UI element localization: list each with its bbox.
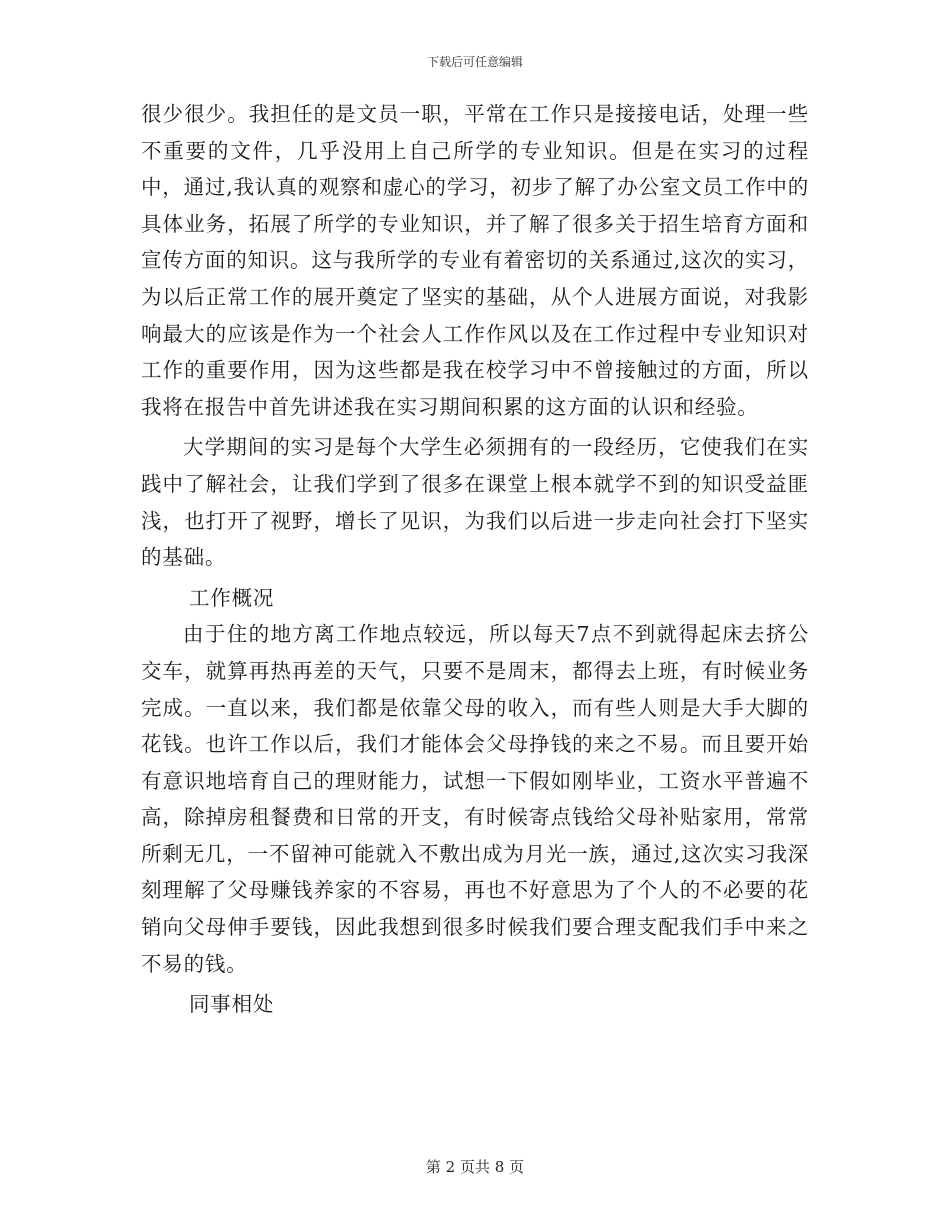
paragraph-continuation: 很少很少。我担任的是文员一职，平常在工作只是接接电话，处理一些不重要的文件，几乎没用上自己所学的专业知识。但是在实习的过程中，通过,我认真的观察和虚心的学习，初步了解了办公室文员工作中的具体业务，拓展了所学的专业知识，并了解了很多关于招生培育方面和宣传方面的知识。这与我所学的专业有着密切的关系通过,这次的实习，为以后正常工作的展开奠定了坚实的基础，从个人进展方面说，对我影响最大的应该是作为一个社会人工作作风以及在工作过程中专业知识对工作的重要作用，因为这些都是我在校学习中不曾接触过的方面，所以我将在报告中首先讲述我在实习期间积累的这方面的认识和经验。: [141, 102, 809, 419]
page-number-footer: 第 2 页共 8 页: [425, 1158, 525, 1176]
document-body: [141, 96, 809, 1023]
section-heading-colleagues: 同事相处: [189, 992, 275, 1017]
paragraph-internship-meaning: 大学期间的实习是每个大学生必须拥有的一段经历，它使我们在实践中了解社会，让我们学到了很多在课堂上根本就学不到的知识受益匪浅，也打开了视野，增长了见识，为我们以后进一步走向社会打下坚实的基础。: [141, 435, 809, 570]
paragraph-work-overview: 由于住的地方离工作地点较远，所以每天7点不到就得起床去挤公交车，就算再热再差的天气，只要不是周末，都得去上班，有时候业务完成。一直以来，我们都是依靠父母的收入，而有些人则是大手大脚的花钱。也许工作以后，我们才能体会父母挣钱的来之不易。而且要开始有意识地培育自己的理财能力，试想一下假如刚毕业，工资水平普遍不高，除掉房租餐费和日常的开支，有时候寄点钱给父母补贴家用，常常所剩无几，一不留神可能就入不敷出成为月光一族，通过,这次实习我深刻理解了父母赚钱养家的不容易，再也不好意思为了个人的不必要的花销向父母伸手要钱，因此我想到很多时候我们要合理支配我们手中来之不易的钱。: [141, 622, 809, 976]
section-heading-work-overview: 工作概况: [189, 585, 275, 610]
page-header: 下载后可任意编辑: [426, 55, 523, 69]
